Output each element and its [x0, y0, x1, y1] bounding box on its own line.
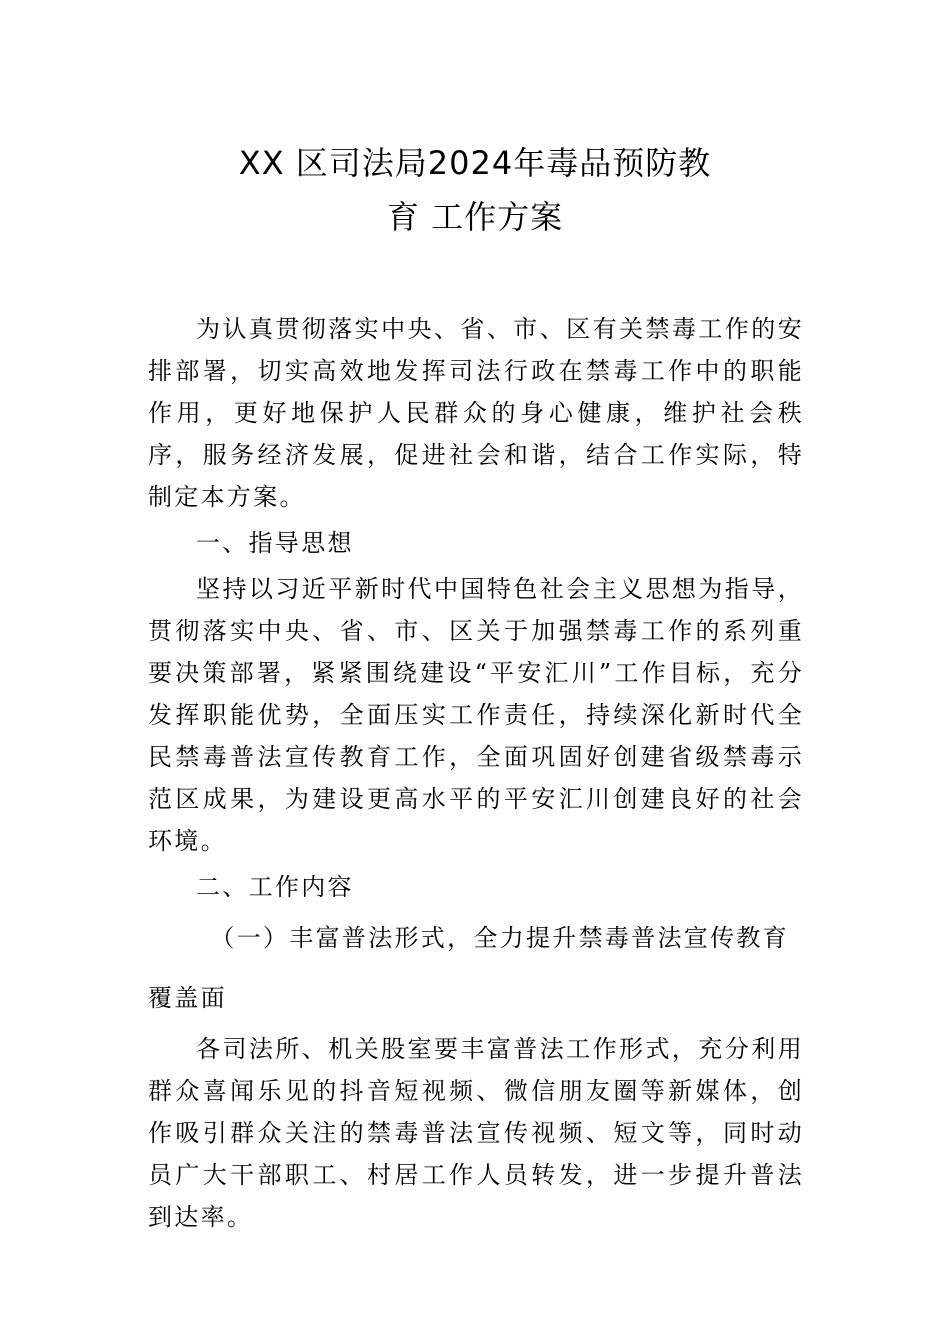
document-body: [148, 308, 804, 1238]
document-title-line-2: 育 工作方案: [386, 198, 564, 236]
section-2-heading: 二、工作内容: [196, 873, 354, 901]
document-title-line-1: XX 区司法局2024年毒品预防教: [238, 144, 712, 182]
intro-paragraph: 为认真贯彻落实中央、省、市、区有关禁毒工作的安排部署，切实高效地发挥司法行政在禁毒工作中的职能作用，更好地保护人民群众的身心健康，维护社会秩序，服务经济发展，促进社会和谐，结合工作实际，特制定本方案。: [148, 315, 804, 511]
section-2-sub-1-paragraph: 各司法所、机关股室要丰富普法工作形式，充分利用群众喜闻乐见的抖音短视频、微信朋友圈等新媒体，创作吸引群众关注的禁毒普法宣传视频、短文等，同时动员广大干部职工、村居工作人员转发，进一步提升普法到达率。: [148, 1035, 804, 1231]
section-2-subheading-1: （一）丰富普法形式，全力提升禁毒普法宣传教育覆盖面: [148, 924, 789, 1012]
section-1-heading: 一、指导思想: [196, 529, 354, 557]
section-1-paragraph: 坚持以习近平新时代中国特色社会主义思想为指导，贯彻落实中央、省、市、区关于加强禁毒工作的系列重要决策部署，紧紧围绕建设“平安汇川”工作目标，充分发挥职能优势，全面压实工作责任，持续深化新时代全民禁毒普法宣传教育工作，全面巩固好创建省级禁毒示范区成果，为建设更高水平的平安汇川创建良好的社会环境。: [148, 575, 804, 855]
